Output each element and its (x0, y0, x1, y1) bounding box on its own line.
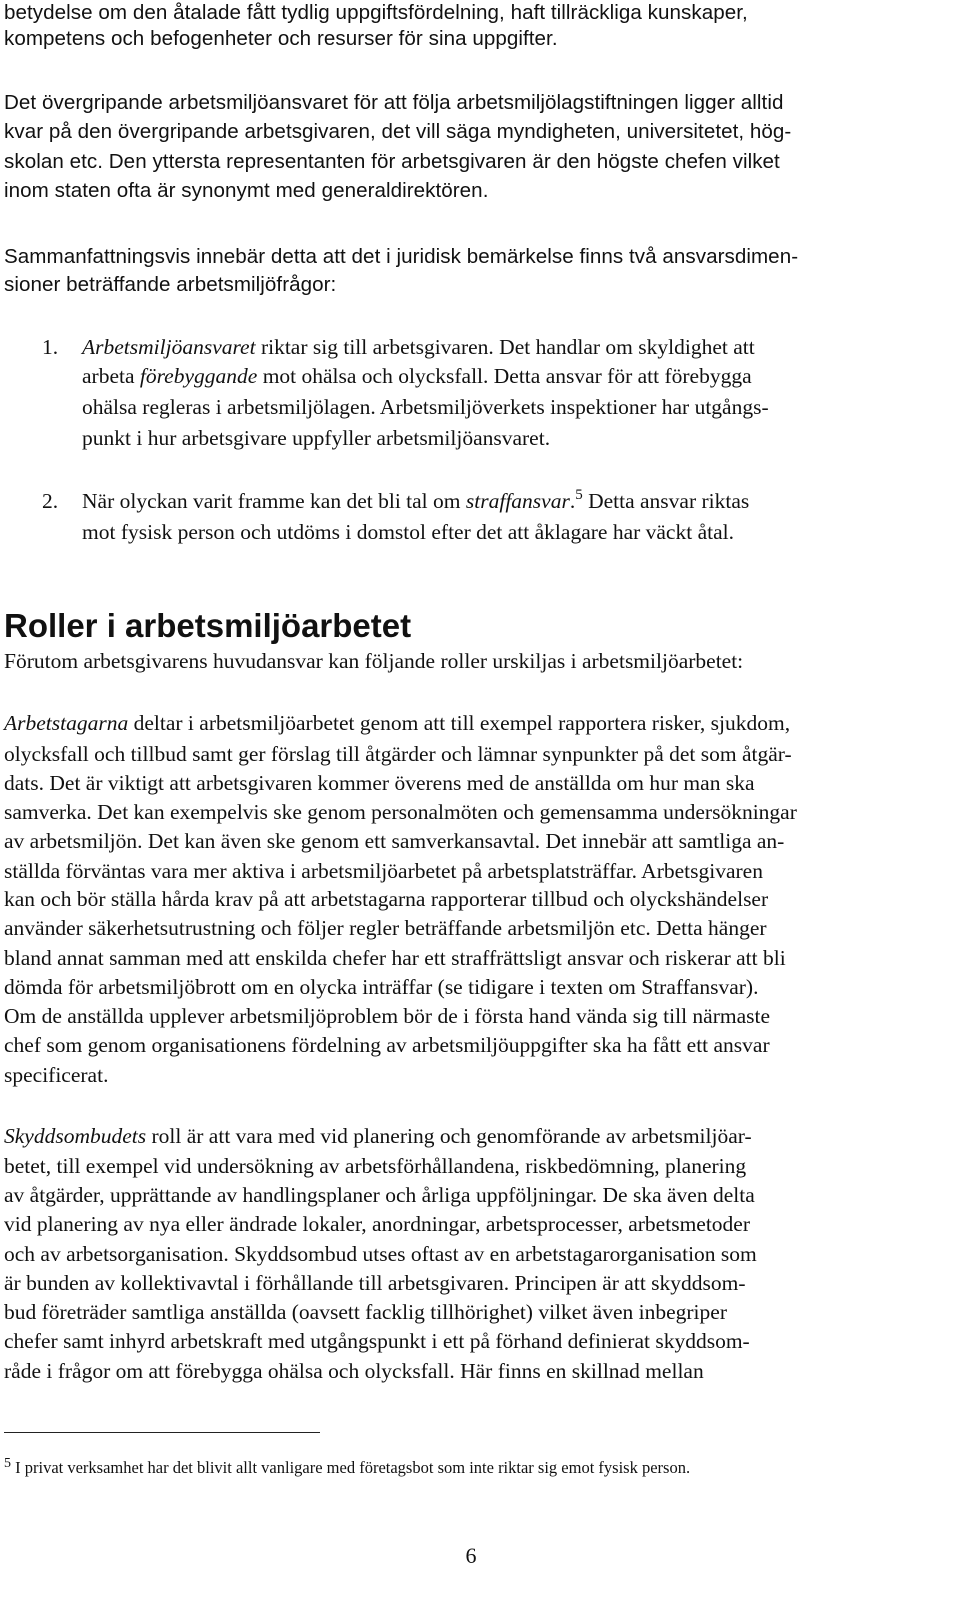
section-intro: Förutom arbetsgivarens huvudansvar kan följande roller urskiljas i arbetsmiljöarbetet: (4, 649, 744, 673)
page-number: 6 (465, 1543, 477, 1568)
paragraph-line: inom staten ofta är synonymt med generaldirektören. (4, 179, 489, 202)
paragraph-line: och av arbetsorganisation. Skyddsombud utses oftast av en arbetstagarorganisation som (4, 1242, 757, 1266)
paragraph-line: av arbetsmiljön. Det kan även ske genom ett samverkansavtal. Det innebär att samtliga an- (4, 829, 785, 853)
footnote-text: I privat verksamhet har det blivit allt vanligare med företagsbot som inte riktar sig emot fysisk person. (11, 1458, 691, 1477)
paragraph-line: använder säkerhetsutrustning och följer regler beträffande arbetsmiljön etc. Detta hänger (4, 916, 767, 940)
list-item-number: 1. (42, 335, 59, 359)
paragraph-line: ställda förväntas vara mer aktiva i arbetsmiljöarbetet på arbetsplatsträffar. Arbetsgivaren (4, 859, 763, 883)
emphasis-term: Arbetsmiljöansvaret (82, 335, 256, 359)
paragraph-line: specificerat. (4, 1063, 109, 1087)
paragraph-line: råde i frågor om att förebygga ohälsa och olycksfall. Här finns en skillnad mellan (4, 1359, 704, 1383)
paragraph-line: Om de anställda upplever arbetsmiljöproblem bör de i första hand vända sig till närmaste (4, 1004, 771, 1028)
paragraph-line: av åtgärder, upprättande av handlingsplaner och årliga uppföljningar. De ska även delta (4, 1183, 755, 1207)
paragraph-line: olycksfall och tillbud samt ger förslag till åtgärder och lämnar synpunkter på det som åtgär- (4, 742, 792, 766)
paragraph-line: Skyddsombudets roll är att vara med vid planering och genomförande av arbetsmiljöar- (4, 1124, 752, 1148)
paragraph-line: kompetens och befogenheter och resurser för sina uppgifter. (4, 27, 558, 50)
paragraph-line: betet, till exempel vid undersökning av arbetsförhållandena, riskbedömning, planering (4, 1154, 747, 1178)
footnote-mark: 5 (4, 1456, 11, 1471)
emphasis-term: Arbetstagarna (4, 711, 129, 735)
footnote-divider (4, 1432, 320, 1433)
paragraph-line: chef som genom organisationens fördelning av arbetsmiljöuppgifter ska ha fått ett ansvar (4, 1033, 770, 1057)
list-item-line: arbeta förebyggande mot ohälsa och olycksfall. Detta ansvar för att förebygga (82, 364, 752, 388)
paragraph-line: kan och bör ställa hårda krav på att arbetstagarna rapporterar tillbud och olyckshändelser (4, 887, 769, 911)
paragraph-line: dömda för arbetsmiljöbrott om en olycka inträffar (se tidigare i texten om Straffansvar). (4, 975, 759, 999)
paragraph-line: Det övergripande arbetsmiljöansvaret för att följa arbetsmiljölagstiftningen ligger alltid (4, 91, 784, 114)
section-heading: Roller i arbetsmiljöarbetet (4, 607, 412, 644)
emphasis-term: straffansvar (465, 489, 570, 513)
paragraph-line: bland annat samman med att enskilda chefer har ett straffrättsligt ansvar och riskerar att bli (4, 946, 786, 970)
footnote (4, 1452, 690, 1480)
emphasis-term: förebyggande (139, 364, 258, 388)
paragraph-line: bud företräder samtliga anställda (oavsett facklig tillhörighet) vilket även inbegriper (4, 1300, 727, 1324)
paragraph-line: sioner beträffande arbetsmiljöfrågor: (4, 273, 337, 296)
list-item-line: Arbetsmiljöansvaret riktar sig till arbetsgivaren. Det handlar om skyldighet att (82, 335, 755, 359)
list-item-number: 2. (42, 489, 59, 513)
paragraph-line: betydelse om den åtalade fått tydlig uppgiftsfördelning, haft tillräckliga kunskaper, (4, 1, 748, 24)
paragraph-line: dats. Det är viktigt att arbetsgivaren kommer överens med de anställda om hur man ska (4, 771, 755, 795)
list-item-line: När olyckan varit framme kan det bli tal om straffansvar.$^5$ Detta ansvar riktas (82, 487, 750, 513)
paragraph-line: kvar på den övergripande arbetsgivaren, det vill säga myndigheten, universitetet, hög- (4, 120, 792, 143)
list-item-line: punkt i hur arbetsgivare uppfyller arbetsmiljöansvaret. (82, 426, 551, 450)
list-item-line: mot fysisk person och utdöms i domstol efter det att åklagare har väckt åtal. (82, 520, 734, 544)
paragraph-line: skolan etc. Den yttersta representanten för arbetsgivaren är den högste chefen vilket (4, 150, 780, 173)
paragraph-line: vid planering av nya eller ändrade lokaler, anordningar, arbetsprocesser, arbetsmetoder (4, 1212, 751, 1236)
footnote-reference: 5 (575, 487, 583, 503)
list-item-line: ohälsa regleras i arbetsmiljölagen. Arbetsmiljöverkets inspektioner har utgångs- (82, 395, 769, 419)
emphasis-term: Skyddsombudets (4, 1124, 147, 1148)
paragraph-line: är bunden av kollektivavtal i förhållande till arbetsgivaren. Principen är att skyddsom- (4, 1271, 746, 1295)
paragraph-line: samverka. Det kan exempelvis ske genom personalmöten och gemensamma undersökningar (4, 800, 797, 824)
paragraph-line: Arbetstagarna deltar i arbetsmiljöarbetet genom att till exempel rapportera risker, sjukdom, (4, 711, 791, 735)
paragraph-line: Sammanfattningsvis innebär detta att det i juridisk bemärkelse finns två ansvarsdimen- (4, 245, 799, 268)
paragraph-line: chefer samt inhyrd arbetskraft med utgångspunkt i ett på förhand definierat skyddsom- (4, 1329, 750, 1353)
